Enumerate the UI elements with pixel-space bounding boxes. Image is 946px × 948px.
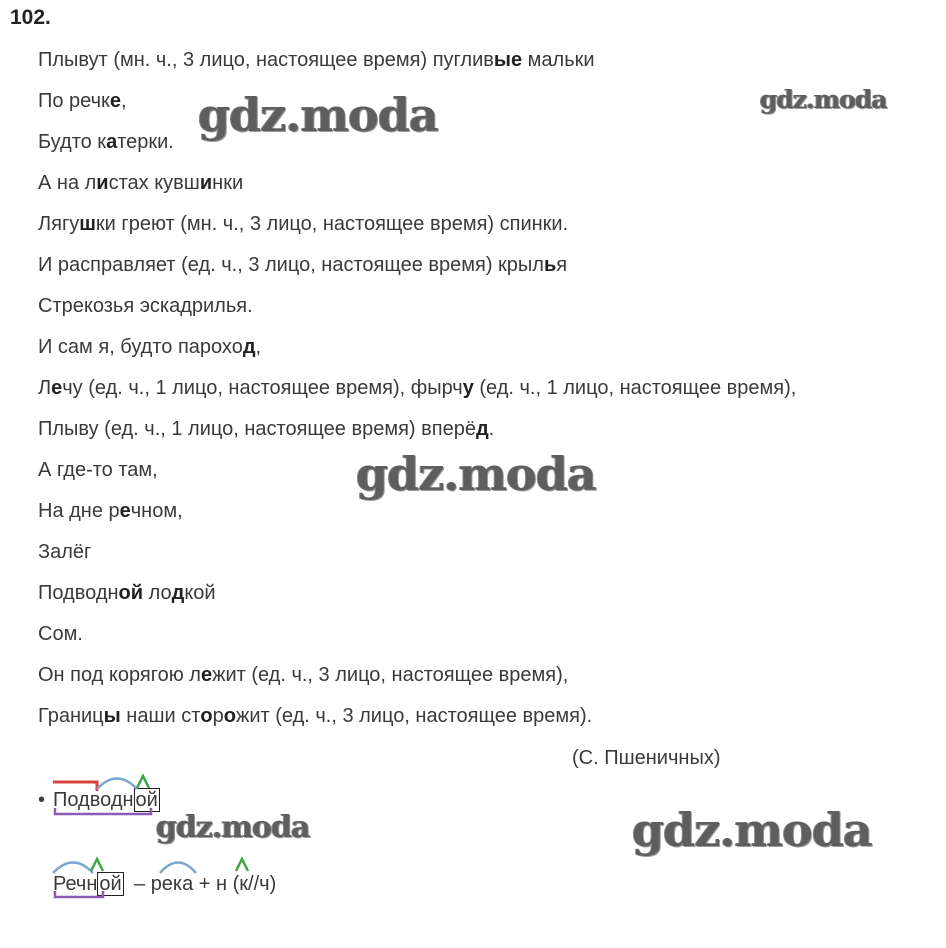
text-segment: Залёг (38, 541, 92, 563)
text-segment: ки греют (мн. ч., 3 лицо, настоящее время) спинки. (95, 213, 569, 235)
suffix-caret (91, 859, 103, 871)
text-segment: ло (143, 582, 172, 604)
text-segment: Плывут (мн. ч., 3 лицо, настоящее время) пуглив (38, 49, 494, 71)
formula-dash: – (134, 873, 151, 895)
text-segment: я (556, 254, 568, 276)
base-underline (55, 808, 151, 814)
text-segment: (ед. ч., 1 лицо, настоящее время), (473, 377, 797, 399)
watermark: gdz.moda (632, 803, 872, 857)
formula-plus: + (193, 873, 217, 895)
highlighted-letter: ой (118, 582, 144, 604)
text-segment: Стрекозья эскадрилья. (38, 295, 253, 317)
suffix-caret (137, 776, 149, 788)
text-segment: . (488, 418, 495, 440)
watermark: gdz.moda (156, 810, 310, 845)
text-segment: И сам я, будто парохо (38, 336, 243, 358)
highlighted-letter: у (462, 377, 474, 399)
watermark: gdz.moda (198, 88, 438, 142)
text-segment: Лягу (38, 213, 80, 235)
highlighted-letter: ь (543, 254, 557, 276)
highlighted-letter: и (96, 172, 109, 194)
text-segment: На дне р (38, 500, 120, 522)
ending-box: ой (135, 789, 158, 811)
formula-suffix: н (216, 873, 228, 895)
exercise-number: 102. (10, 6, 51, 29)
root-arc (53, 863, 93, 874)
ending-box: ой (99, 873, 122, 895)
stem-part: одводн (67, 789, 134, 811)
formula-root-word: река (150, 873, 194, 895)
highlighted-letter: е (109, 90, 121, 112)
poem-author: (С. Пшеничных) (572, 747, 721, 769)
text-segment: кой (184, 582, 216, 604)
text-segment: нки (212, 172, 244, 194)
highlighted-letter: д (242, 336, 256, 358)
stem-part: Речн (53, 873, 98, 895)
highlighted-letter: д (171, 582, 185, 604)
text-segment: р (212, 705, 224, 727)
highlighted-letter: е (51, 377, 63, 399)
highlighted-letter: о (223, 705, 236, 727)
text-segment: Он под корягою л (38, 664, 201, 686)
root-arc (160, 863, 196, 874)
highlighted-letter: а (106, 131, 118, 153)
highlighted-letter: е (200, 664, 213, 686)
text-segment: Будто к (38, 131, 107, 153)
text-segment: чу (ед. ч., 1 лицо, настоящее время), фырч (62, 377, 463, 399)
suffix-caret (236, 859, 248, 871)
text-segment: стах кувш (108, 172, 200, 194)
text-segment: , (255, 336, 262, 358)
text-segment: жит (ед. ч., 3 лицо, настоящее время). (235, 705, 593, 727)
text-segment: Границ (38, 705, 104, 727)
highlighted-letter: е (119, 500, 131, 522)
watermark: gdz.moda (356, 447, 596, 501)
text-segment: мальки (522, 49, 595, 71)
text-segment: , (120, 90, 127, 112)
formula-note: (к//ч) (227, 873, 277, 895)
text-segment: А где-то там, (38, 459, 158, 481)
prefix-part: П (53, 789, 68, 811)
highlighted-letter: ые (493, 49, 523, 71)
text-segment: По речк (38, 90, 110, 112)
watermark: gdz.moda (760, 85, 887, 114)
bullet: • (38, 789, 46, 811)
highlighted-letter: о (200, 705, 213, 727)
highlighted-letter: и (199, 172, 213, 194)
text-segment: наши ст (120, 705, 201, 727)
prefix-mark (53, 782, 97, 791)
text-segment: Подводн (38, 582, 119, 604)
root-arc (97, 779, 137, 790)
highlighted-letter: д (475, 418, 489, 440)
text-segment: И расправляет (ед. ч., 3 лицо, настоящее время) крыл (38, 254, 544, 276)
highlighted-letter: ш (79, 213, 96, 235)
base-underline (55, 891, 103, 897)
text-segment: Л (38, 377, 52, 399)
text-segment: терки. (117, 131, 174, 153)
text-segment: Сом. (38, 623, 83, 645)
text-segment: чном, (130, 500, 183, 522)
highlighted-letter: ы (103, 705, 121, 727)
text-segment: Плыву (ед. ч., 1 лицо, настоящее время) вперё (38, 418, 476, 440)
text-segment: жит (ед. ч., 3 лицо, настоящее время), (212, 664, 569, 686)
text-segment: А на л (38, 172, 97, 194)
